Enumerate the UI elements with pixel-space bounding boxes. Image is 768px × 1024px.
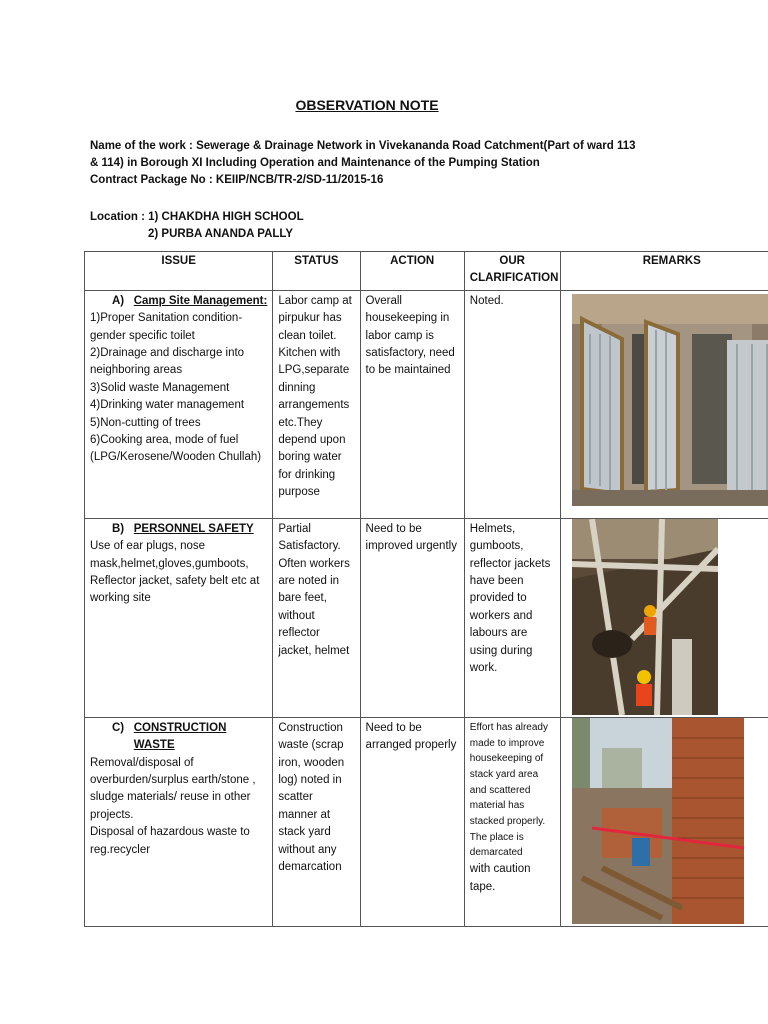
issue-line: 5)Non-cutting of trees — [90, 416, 201, 429]
location-line1: Location : 1) CHAKDHA HIGH SCHOOL — [90, 211, 304, 223]
remarks-cell — [560, 717, 768, 926]
table-header-row — [85, 252, 768, 291]
issue-prefix: C) — [112, 721, 125, 734]
work-details — [90, 138, 730, 189]
work-name-line2: & 114) in Borough XI Including Operation and Maintenance of the Pumping Station — [90, 157, 540, 169]
issue-line: 3)Solid waste Management — [90, 381, 230, 394]
action-cell: Need to be arranged properly — [360, 717, 464, 926]
header-action: ACTION — [360, 252, 464, 291]
header-clarification: OUR CLARIFICATION — [464, 252, 560, 291]
issue-line: 4)Drinking water management — [90, 399, 245, 412]
table-row — [85, 290, 768, 518]
stackyard-photo — [572, 718, 768, 924]
issue-heading — [90, 521, 267, 538]
header-issue: ISSUE — [85, 252, 273, 291]
issue-cell — [85, 290, 273, 518]
issue-line: 1)Proper Sanitation condition-gender specific toilet — [90, 312, 243, 342]
remarks-cell — [560, 518, 768, 717]
action-cell: Overall housekeeping in labor camp is satisfactory, need to be maintained — [360, 290, 464, 518]
issue-line: Use of ear plugs, nose mask,helmet,gloves,gumboots, Reflector jacket, safety belt etc at working site — [90, 540, 260, 605]
issue-cell — [85, 518, 273, 717]
table-row — [85, 518, 768, 717]
issue-line: 2)Drainage and discharge into neighboring areas — [90, 347, 245, 377]
clarification-cell: Helmets, gumboots, reflector jackets have been provided to workers and labours are using during work. — [464, 518, 560, 717]
clarification-text: Effort has already made to improve housekeeping of stack yard area and scattered material has stacked properly. The place is demarcated — [469, 721, 548, 859]
issue-heading-text: Camp Site Management: — [133, 294, 268, 307]
header-remarks: REMARKS — [560, 252, 768, 291]
location-line2: 2) PURBA ANANDA PALLY — [148, 228, 294, 240]
issue-prefix: B) — [112, 522, 125, 535]
issue-heading — [90, 720, 267, 755]
issue-heading-text: CONSTRUCTION WASTE — [133, 721, 227, 752]
issue-heading — [90, 293, 267, 310]
status-cell: Construction waste (scrap iron, wooden log) noted in scatter manner at stack yard without any demarcation — [273, 717, 360, 926]
issue-prefix: A) — [112, 294, 125, 307]
clarification-tail: with caution tape. — [469, 863, 531, 893]
issue-line: 6)Cooking area, mode of fuel (LPG/Kerosene/Wooden Chullah) — [90, 434, 262, 464]
header-status: STATUS — [273, 252, 360, 291]
status-cell: Partial Satisfactory. Often workers are noted in bare feet, without reflector jacket, helmet — [273, 518, 360, 717]
issue-line: Removal/disposal of overburden/surplus earth/stone , sludge materials/ reuse in other projects. — [90, 756, 256, 821]
issue-heading-text: PERSONNEL SAFETY — [133, 522, 254, 535]
table-row — [85, 717, 768, 926]
work-name-line1: Name of the work : Sewerage & Drainage Network in Vivekananda Road Catchment(Part of ward 113 — [90, 140, 636, 152]
page-title: OBSERVATION NOTE — [295, 97, 439, 113]
contract-package: Contract Package No : KEIIP/NCB/TR-2/SD-11/2015-16 — [90, 174, 384, 186]
location-block — [90, 209, 304, 243]
toilet-photo — [572, 294, 768, 506]
clarification-cell: Noted. — [464, 290, 560, 518]
trench-photo — [572, 519, 768, 715]
observation-table — [84, 251, 768, 927]
issue-cell — [85, 717, 273, 926]
clarification-cell — [464, 717, 560, 926]
remarks-cell — [560, 290, 768, 518]
status-cell: Labor camp at pirpukur has clean toilet. Kitchen with LPG,separate dinning arrangements etc.They depend upon boring water for drinking purpose — [273, 290, 360, 518]
action-cell: Need to be improved urgently — [360, 518, 464, 717]
issue-line: Disposal of hazardous waste to reg.recycler — [90, 826, 250, 856]
